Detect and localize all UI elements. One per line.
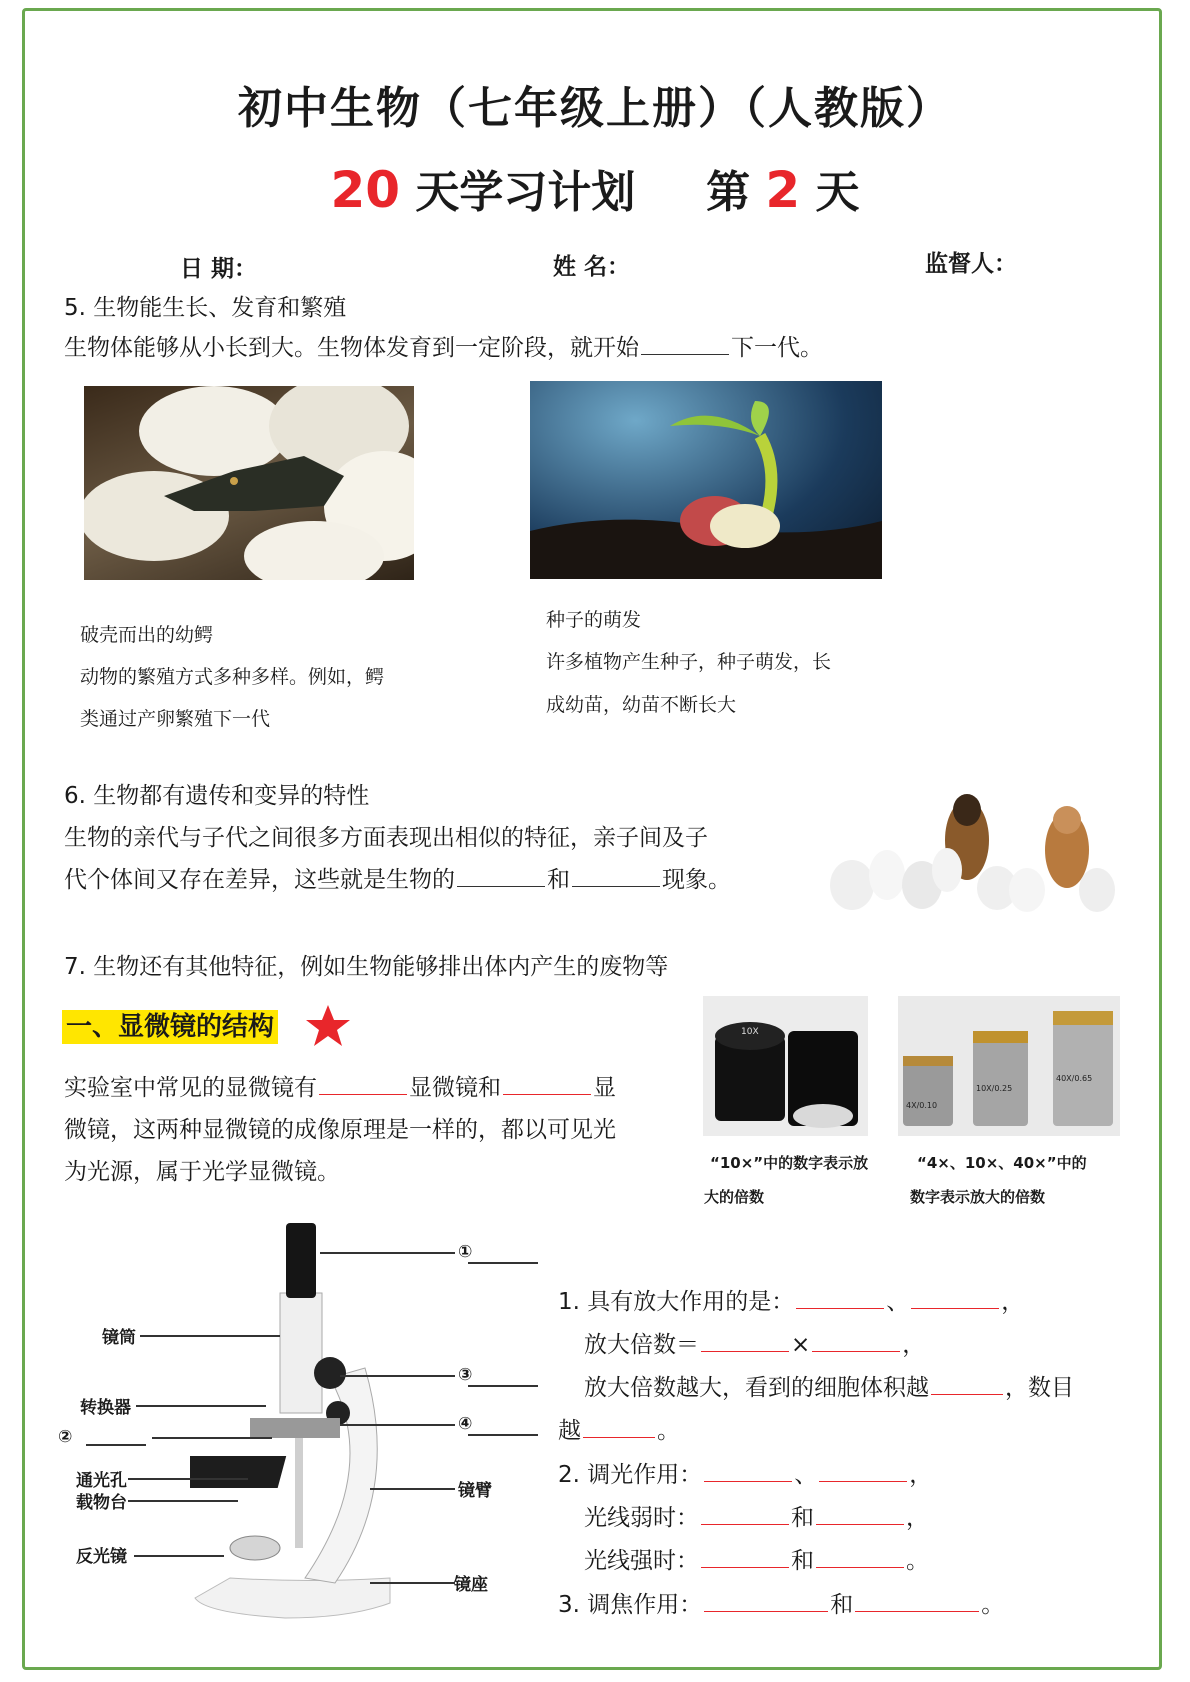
label-converter: 转换器 bbox=[80, 1398, 131, 1418]
q2b-and: 和 bbox=[791, 1505, 814, 1531]
q1b-text: 放大倍数＝ bbox=[584, 1332, 699, 1358]
blank-q3-a[interactable] bbox=[704, 1589, 828, 1612]
day-number: 2 bbox=[765, 161, 801, 219]
q1c-text-b: ，数目 bbox=[1005, 1375, 1074, 1401]
q1d-end: 。 bbox=[657, 1418, 680, 1444]
star-icon bbox=[304, 1003, 352, 1053]
label-tube: 镜筒 bbox=[102, 1328, 136, 1348]
q3-and: 和 bbox=[830, 1592, 854, 1618]
q2c-end: 。 bbox=[906, 1548, 929, 1574]
microscope-para-line2: 微镜，这两种显微镜的成像原理是一样的，都以可见光 bbox=[64, 1117, 616, 1143]
leader-mirror bbox=[134, 1555, 224, 1557]
leader-2 bbox=[152, 1437, 272, 1439]
micro-p1-b: 显微镜和 bbox=[409, 1075, 501, 1101]
croc-caption-line2: 类通过产卵繁殖下一代 bbox=[80, 708, 271, 730]
blank-2-line bbox=[86, 1444, 146, 1446]
page-title: 初中生物（七年级上册）（人教版） bbox=[238, 83, 952, 134]
q1b-line bbox=[584, 1325, 925, 1365]
eyepiece-caption-line2: 大的倍数 bbox=[704, 1188, 765, 1206]
q1c-text: 放大倍数越大，看到的细胞体积越 bbox=[584, 1375, 929, 1401]
seed-caption-title: 种子的萌发 bbox=[546, 609, 642, 631]
objective-mark-4x: 4X/0.10 bbox=[906, 1101, 938, 1110]
blank-q1-b[interactable] bbox=[911, 1286, 999, 1309]
objective-caption-line1: “4×、10×、40×”中的 bbox=[917, 1154, 1087, 1172]
blank-q2-b[interactable] bbox=[819, 1459, 907, 1482]
objective-lens-photo bbox=[898, 996, 1120, 1136]
q1b-end: ， bbox=[902, 1332, 926, 1358]
section7-heading: 7. 生物还有其他特征，例如生物能够排出体内产生的废物等 bbox=[64, 954, 669, 980]
blank-heredity[interactable] bbox=[457, 864, 545, 887]
q2-line bbox=[558, 1455, 932, 1495]
label-stage: 载物台 bbox=[76, 1493, 127, 1513]
section6-line2 bbox=[64, 860, 731, 900]
objective-mark-10x: 10X/0.25 bbox=[976, 1084, 1013, 1093]
leader-3 bbox=[340, 1375, 455, 1377]
leader-tube bbox=[140, 1335, 280, 1337]
q1b-times: × bbox=[791, 1332, 811, 1358]
leader-arm bbox=[370, 1488, 455, 1490]
name-field[interactable]: 姓 名： bbox=[553, 254, 631, 280]
section6-line2-c: 现象。 bbox=[662, 867, 731, 893]
blank-variation[interactable] bbox=[572, 864, 660, 887]
q1-sep: 、 bbox=[886, 1289, 910, 1315]
blank-microscope-type2[interactable] bbox=[503, 1072, 591, 1095]
q3-end: 。 bbox=[981, 1592, 1005, 1618]
q1-text: 1. 具有放大作用的是： bbox=[558, 1289, 795, 1315]
q1c-line bbox=[584, 1368, 1074, 1408]
date-field[interactable]: 日 期： bbox=[180, 256, 258, 282]
diagram-num-4: ④ bbox=[458, 1414, 473, 1434]
q1-line bbox=[558, 1282, 1024, 1322]
hatching-crocodile-photo bbox=[84, 386, 414, 580]
leader-base bbox=[370, 1582, 455, 1584]
blank-q2b-a[interactable] bbox=[701, 1502, 789, 1525]
q2c-and: 和 bbox=[791, 1548, 814, 1574]
q1d-line bbox=[558, 1411, 680, 1451]
q2b-text: 光线弱时： bbox=[584, 1505, 699, 1531]
micro-p1-a: 实验室中常见的显微镜有 bbox=[64, 1075, 317, 1101]
microscope-diagram-image bbox=[190, 1218, 400, 1634]
q1-end: ， bbox=[1001, 1289, 1025, 1315]
blank-microscope-type1[interactable] bbox=[319, 1072, 407, 1095]
blank-1-line bbox=[468, 1262, 538, 1264]
blank-q1b-a[interactable] bbox=[701, 1329, 789, 1352]
micro-p1-c: 显 bbox=[593, 1075, 616, 1101]
section5-text-a: 生物体能够从小长到大。生物体发育到一定阶段，就开始 bbox=[64, 335, 639, 361]
q2b-line bbox=[584, 1498, 929, 1538]
blank-q1-a[interactable] bbox=[796, 1286, 884, 1309]
leader-4 bbox=[340, 1424, 455, 1426]
eyepiece-caption-line1: “10×”中的数字表示放 bbox=[710, 1154, 869, 1172]
diagram-num-1: ① bbox=[458, 1242, 473, 1262]
plan-label: 天学习计划 bbox=[415, 167, 636, 218]
blank-q1c[interactable] bbox=[931, 1372, 1003, 1395]
blank-reproduce[interactable] bbox=[641, 332, 729, 355]
blank-q1b-b[interactable] bbox=[812, 1329, 900, 1352]
croc-caption-title: 破壳而出的幼鳄 bbox=[80, 624, 214, 646]
blank-q1d[interactable] bbox=[583, 1415, 655, 1438]
leader-stage bbox=[128, 1500, 238, 1502]
dog-family-photo bbox=[822, 770, 1122, 920]
q1d-text: 越 bbox=[558, 1418, 581, 1444]
objective-caption-line2: 数字表示放大的倍数 bbox=[910, 1188, 1046, 1206]
label-mirror: 反光镜 bbox=[76, 1547, 127, 1567]
q2-text: 2. 调光作用： bbox=[558, 1462, 703, 1488]
leader-converter bbox=[136, 1405, 266, 1407]
day-prefix: 第 bbox=[706, 167, 751, 218]
page-subtitle bbox=[0, 156, 1190, 220]
diagram-num-2: ② bbox=[58, 1427, 73, 1447]
q3-line bbox=[558, 1585, 1004, 1625]
section6-line2-and: 和 bbox=[547, 867, 570, 893]
blank-4-line bbox=[468, 1434, 538, 1436]
plan-days-number: 20 bbox=[330, 161, 401, 219]
blank-3-line bbox=[468, 1385, 538, 1387]
section5-text-b: 下一代。 bbox=[731, 335, 823, 361]
microscope-title-highlight: 一、显微镜的结构 bbox=[62, 1010, 278, 1044]
blank-q2b-b[interactable] bbox=[816, 1502, 904, 1525]
seed-germination-photo bbox=[530, 381, 882, 579]
q2c-line bbox=[584, 1541, 929, 1581]
section6-line2-a: 代个体间又存在差异，这些就是生物的 bbox=[64, 867, 455, 893]
section6-heading: 6. 生物都有遗传和变异的特性 bbox=[64, 783, 370, 809]
eyepiece-photo bbox=[703, 996, 868, 1136]
diagram-num-3: ③ bbox=[458, 1365, 473, 1385]
supervisor-field[interactable]: 监督人： bbox=[925, 251, 1017, 277]
blank-q3-b[interactable] bbox=[855, 1589, 979, 1612]
label-arm: 镜臂 bbox=[458, 1481, 492, 1501]
blank-q2c-a[interactable] bbox=[701, 1545, 789, 1568]
eyepiece-mark: 10X bbox=[741, 1027, 759, 1037]
microscope-section-title bbox=[62, 1006, 278, 1043]
q2c-text: 光线强时： bbox=[584, 1548, 699, 1574]
seed-caption-line1: 许多植物产生种子，种子萌发，长 bbox=[546, 651, 832, 673]
croc-caption-line1: 动物的繁殖方式多种多样。例如，鳄 bbox=[80, 666, 385, 688]
q2b-end: ， bbox=[906, 1505, 929, 1531]
objective-mark-40x: 40X/0.65 bbox=[1056, 1074, 1093, 1083]
label-aperture: 通光孔 bbox=[76, 1471, 127, 1491]
section5-heading: 5. 生物能生长、发育和繁殖 bbox=[64, 295, 347, 321]
leader-1 bbox=[320, 1252, 455, 1254]
blank-q2-a[interactable] bbox=[704, 1459, 792, 1482]
day-suffix: 天 bbox=[815, 167, 860, 218]
microscope-para-line1 bbox=[64, 1068, 616, 1108]
section6-line1: 生物的亲代与子代之间很多方面表现出相似的特征，亲子间及子 bbox=[64, 825, 708, 851]
microscope-para-line3: 为光源，属于光学显微镜。 bbox=[64, 1159, 340, 1185]
leader-aperture bbox=[128, 1478, 248, 1480]
q3-text: 3. 调焦作用： bbox=[558, 1592, 703, 1618]
label-base: 镜座 bbox=[454, 1575, 488, 1595]
seed-caption-line2: 成幼苗，幼苗不断长大 bbox=[546, 694, 737, 716]
q2-end: ， bbox=[909, 1462, 933, 1488]
q2-sep: 、 bbox=[794, 1462, 818, 1488]
blank-q2c-b[interactable] bbox=[816, 1545, 904, 1568]
section5-text bbox=[64, 328, 823, 368]
